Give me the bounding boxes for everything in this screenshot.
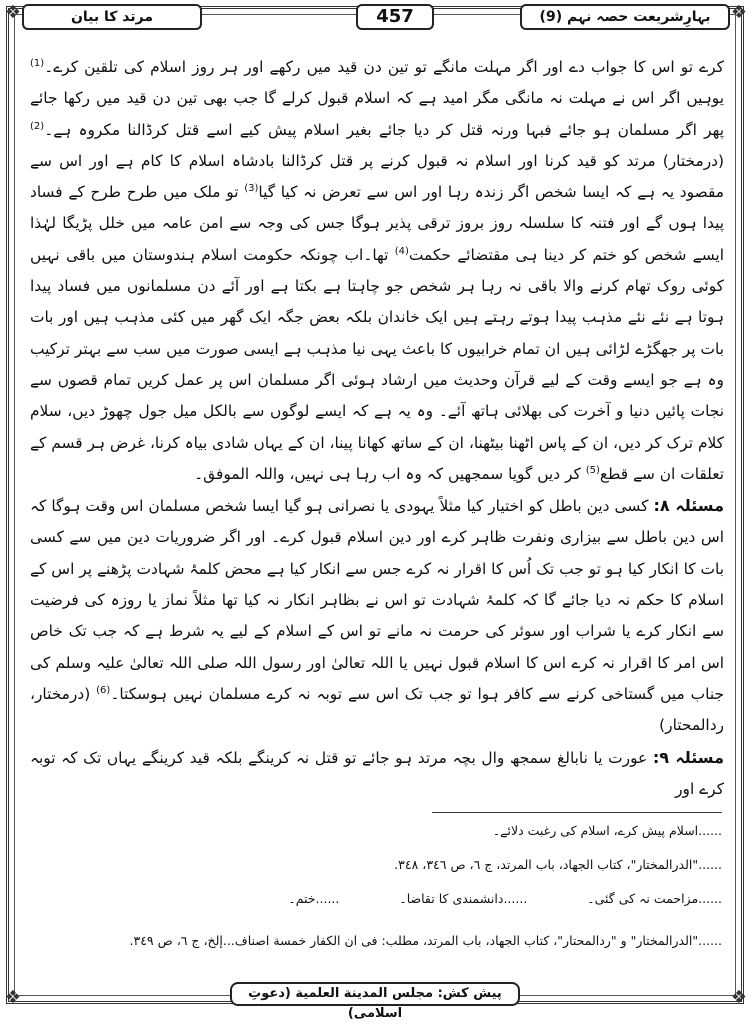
- footnote-5: ......ختم۔: [288, 891, 340, 906]
- page-number: 457: [356, 4, 434, 30]
- main-text: [30, 52, 724, 805]
- chapter-title: مرتد کا بیان: [22, 4, 202, 30]
- ornament-top-left-icon: ❖: [4, 2, 22, 23]
- book-title: بہارِشریعت حصہ نہم (9): [520, 4, 730, 30]
- footnote-separator: [432, 812, 722, 813]
- footnote-4: ......دانشمندی کا تقاضا۔: [399, 891, 528, 906]
- masala-9-label: مسئلہ ۹:: [652, 747, 724, 767]
- footnote-ref-4: (4): [394, 245, 409, 257]
- footnote-6: ......"الدرالمختار" و "ردالمحتار"، کتاب الجهاد، باب المرتد، مطلب: فی ان الکفار خمسة اصناف...إلخ، ج ٦، ص ٣٤٩.: [129, 933, 722, 948]
- footnote-ref-2: (2): [30, 120, 45, 132]
- ornament-top-right-icon: ❖: [730, 2, 748, 23]
- masala-8: مسئلہ ۸: کسی دین باطل کو اختیار کیا مثلاً یہودی یا نصرانی ہو گیا ایسا شخص مسلمان اس وقت ہوگا کہ اس دین باطل سے بیزاری ونفرت ظاہر کرے اور دین اسلام قبول کرے۔ اور اگر ضروریات دین میں سے کسی بات کا انکار کیا ہو تو جب تک اُس کا اقرار نہ کرے جس سے انکار کیا ہے محض کلمۂ شہادت پڑھنے پر اس کے اسلام کا حکم نہ دیا جائے گا کہ کلمۂ شہادت تو اس نے بظاہر انکار نہ کیا تھا مثلاً نماز یا روزہ کی فرضیت سے انکار کرے یا شراب اور سوئر کی حرمت نہ مانے تو اس کے اسلام کے لیے یہ شرط ہے کہ جب تک خاص اس امر کا اقرار نہ کرے اس کا اسلام قبول نہیں یا اللہ تعالیٰ اور رسول اللہ صلی اللہ تعالیٰ علیہ وسلم کی جناب میں گستاخی کرنے سے کافر ہوا تو جب تک اس سے توبہ نہ کرے مسلمان نہیں ہوسکتا۔$^{(6)}$ (درمختار، ردالمحتار): [30, 496, 724, 735]
- footnote-ref-3: (3): [244, 183, 259, 195]
- footnote-1: ......اسلام پیش کرے، اسلام کی رغبت دلائے۔: [492, 823, 722, 838]
- ornament-bottom-left-icon: ❖: [4, 987, 22, 1008]
- footnote-ref-6: (6): [96, 684, 111, 696]
- page-header: [22, 4, 730, 34]
- masala-9: مسئلہ ۹: عورت یا نابالغ سمجھ وال بچہ مرتد ہو جائے تو قتل نہ کرینگے بلکہ قید کرینگے یہاں تک کہ توبہ کرے اور: [30, 747, 724, 798]
- footnote-2: ......"الدرالمختار"، کتاب الجهاد، باب المرتد، ج ٦، ص ٣٤٦، ٣٤٨.: [394, 857, 722, 872]
- masala-8-label: مسئلہ ۸:: [653, 496, 724, 516]
- publisher-footer: پیش کش: مجلس المدينة العلمية (دعوتِ اسلامی): [230, 982, 520, 1006]
- paragraph-1: کرے تو اس کا جواب دے اور اگر مہلت مانگے تو تین دن قید میں رکھے اور ہر روز اسلام کی تلقین کرے۔$^{(1)}$ یوہیں اگر اس نے مہلت نہ مانگی مگر امید ہے کہ اسلام قبول کرلے گا جب بھی تین دن قید میں رکھا جائے پھر اگر مسلمان ہو جائے فبہا ورنہ قتل کر دیا جائے بغیر اسلام پیش کیے اسے قتل کرڈالنا مکروہ ہے۔$^{(2)}$ (درمختار) مرتد کو قید کرنا اور اسلام نہ قبول کرنے پر قتل کرڈالنا بادشاہ اسلام کا کام ہے اور اس سے مقصود یہ ہے کہ ایسا شخص اگر زندہ رہا اور اس سے تعرض نہ کیا گیا$^{(3)}$ تو ملک میں طرح طرح کے فساد پیدا ہوں گے اور فتنہ کا سلسلہ روز بروز ترقی پذیر ہوگا جس کی وجہ سے امن عامہ میں خلل پڑیگا لہٰذا ایسے شخص کو ختم کر دینا ہی مقتضائے حکمت$^{(4)}$ تھا۔اب چونکہ حکومت اسلام ہندوستان میں باقی نہیں کوئی روک تھام کرنے والا باقی نہ رہا ہر شخص جو چاہتا ہے بکتا ہے اور آئے دن مسلمانوں میں فساد پیدا ہوتا ہے نئے نئے مذہب پیدا ہوتے رہتے ہیں ایک خاندان بلکہ بعض جگہ ایک گھر میں کئی مذہب ہیں اور بات بات پر جھگڑے لڑائی ہیں ان تمام خرابیوں کا باعث یہی نیا مذہب ہے ایسی صورت میں سب سے بہتر ترکیب وہ ہے جو ایسے وقت کے لیے قرآن وحدیث میں ارشاد ہوئی اگر مسلمان اس پر عمل کریں تمام قصوں سے نجات پائیں دنیا و آخرت کی بھلائی ہاتھ آئے۔ وہ یہ ہے کہ ایسے لوگوں سے بالکل میل جول چھوڑ دیں، سلام کلام ترک کر دیں، ان کے پاس اٹھنا بیٹھنا، ان کے ساتھ کھانا پینا، ان کے یہاں شادی بیاہ کرنا، غرض ہر قسم کے تعلقات ان سے قطع$^{(5)}$ کر دیں گویا سمجھیں کہ وہ اب رہا ہی نہیں، واللہ الموفق۔: [30, 57, 724, 483]
- footnote-ref-1: (1): [30, 57, 45, 69]
- ornament-bottom-right-icon: ❖: [730, 987, 748, 1008]
- footnote-row-3-5: [32, 890, 722, 908]
- footnote-3: ......مزاحمت نہ کی گئی۔: [587, 891, 722, 906]
- footnote-ref-5: (5): [585, 464, 600, 476]
